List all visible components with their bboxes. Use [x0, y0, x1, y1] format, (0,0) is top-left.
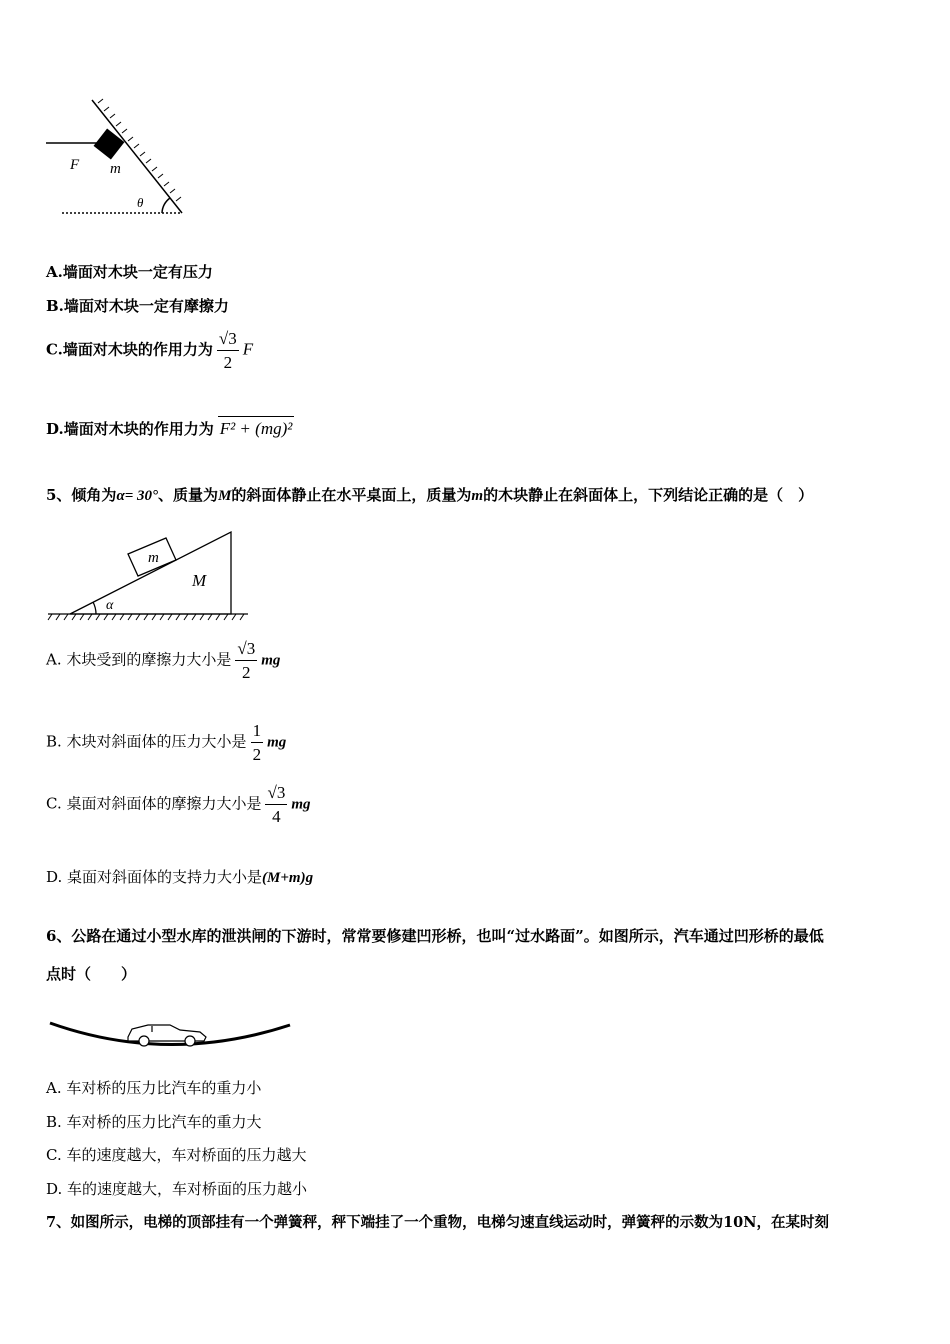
q5-option-a: A. 木块受到的摩擦力大小是 $\frac{√3}{2}$ mg — [46, 639, 281, 682]
q7-stem: 7、如图所示，电梯的顶部挂有一个弹簧秤，秤下端挂了一个重物，电梯匀速直线运动时，弹簧秤的示数为10N，在某时刻 — [46, 1214, 830, 1231]
concave-bridge-figure — [48, 1015, 293, 1055]
q4-option-c-text: C.墙面对木块的作用力为 — [46, 340, 213, 359]
q4-option-d-text: D.墙面对木块的作用力为 — [46, 420, 214, 438]
sqrt-expression: F² + (mg)² — [218, 416, 295, 439]
fraction: $\frac{√3}{2}$ — [218, 329, 237, 372]
fraction: $\frac{1}{2}$ — [252, 721, 262, 764]
fraction: $\frac{√3}{2}$ — [237, 639, 256, 682]
q4-option-c: C.墙面对木块的作用力为 $\frac{√3}{2}$ F — [46, 329, 254, 372]
q6-option-b: B. 车对桥的压力比汽车的重力大 — [46, 1113, 262, 1131]
force-label: F — [70, 157, 80, 173]
theta-label: θ — [137, 195, 144, 210]
q5-stem: 5、倾角为α= 30°、质量为M的斜面体静止在水平桌面上，质量为m的木块静止在斜面体上，下列结论正确的是（ ） — [46, 486, 814, 504]
block-mass-label: m — [148, 550, 159, 566]
mass-label: m — [110, 161, 121, 177]
alpha-label: α — [106, 598, 114, 613]
car-icon — [128, 1025, 206, 1046]
q4-option-b: B.墙面对木块一定有摩擦力 — [46, 297, 229, 315]
q6-option-a: A. 车对桥的压力比汽车的重力小 — [46, 1079, 262, 1097]
q6-stem-line1: 6、公路在通过小型水库的泄洪闸的下游时，常常要修建凹形桥，也叫“过水路面”。如图所示，汽车通过凹形桥的最低 — [46, 927, 824, 945]
fraction: $\frac{√3}{4}$ — [267, 783, 286, 826]
q5-option-b: B. 木块对斜面体的压力大小是 $\frac{1}{2}$ mg — [46, 721, 287, 764]
q5-option-c: C. 桌面对斜面体的摩擦力大小是 $\frac{√3}{4}$ mg — [46, 783, 311, 826]
q5-option-d: D. 桌面对斜面体的支持力大小是(M+m)g — [46, 868, 314, 886]
q6-option-c: C. 车的速度越大，车对桥面的压力越大 — [46, 1146, 307, 1164]
incline-figure — [48, 530, 258, 625]
q6-option-d: D. 车的速度越大，车对桥面的压力越小 — [46, 1180, 308, 1198]
wall-block-figure — [40, 95, 200, 225]
incline-mass-label: M — [192, 571, 207, 590]
q6-stem-line2: 点时（ ） — [46, 965, 137, 983]
q4-option-a: A.墙面对木块一定有压力 — [46, 263, 213, 281]
q4-option-d — [46, 416, 294, 439]
